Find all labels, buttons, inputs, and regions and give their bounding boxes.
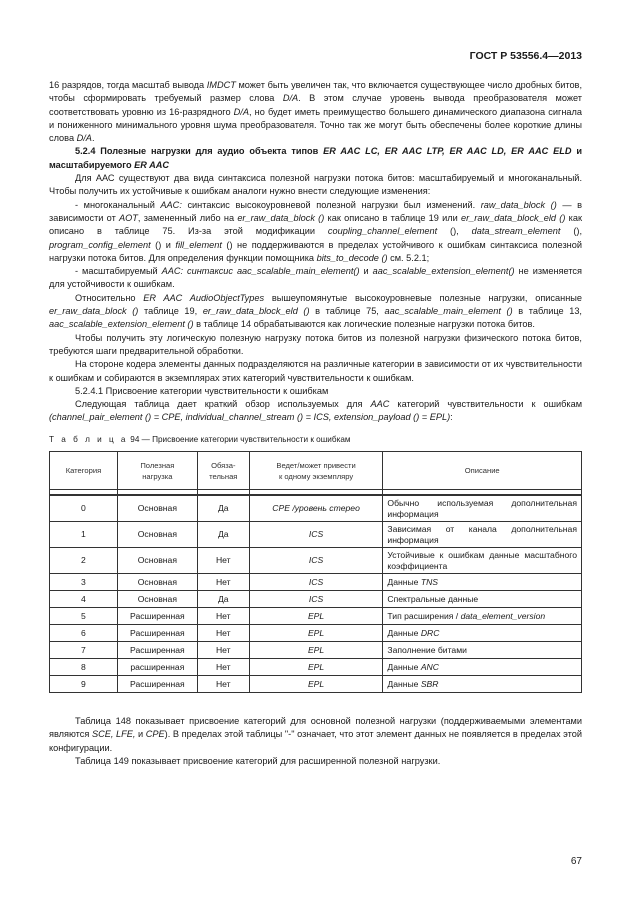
table-row: 8 расширенная Нет EPL Данные ANC <box>50 659 582 676</box>
section-heading-5-2-4: 5.2.4 Полезные нагрузки для аудио объекта типов ER AAC LC, ER AAC LTP, ER AAC LD, ER AAC ELD и масштабируемого ER AAC <box>49 146 582 170</box>
table-row: 9 Расширенная Нет EPL Данные SBR <box>50 676 582 693</box>
header-description: Описание <box>383 452 582 490</box>
paragraph-3: - многоканальный AAC: синтаксис высокоуровневой полезной нагрузки был изменений. raw_data_block () — в зависимости от AOT, замененный либо на er_raw_data_block () как описано в таблице 19 или er_raw_data_block_eld () как описано в таблице 75. Из-за этой модификации coupling_channel_element (), data_stream_element (), program_config_element () и fill_element () не поддерживаются в пределах устойчивого к ошибкам синтаксиса полезной нагрузки потока битов. Для определения функции помощника bits_to_decode () см. 5.2.1; <box>49 199 582 263</box>
paragraph-2: Для ААС существуют два вида синтаксиса полезной нагрузки потока битов: масштабируемый и многоканальный. Чтобы получить их устойчивые к ошибкам аналоги нужно внести следующие изменения: <box>49 173 582 197</box>
table-row: 3 Основная Нет ICS Данные TNS <box>50 574 582 591</box>
table-row: 7 Расширенная Нет EPL Заполнение битами <box>50 642 582 659</box>
table-row: 5 Расширенная Нет EPL Тип расширения / data_element_version <box>50 608 582 625</box>
paragraph-4: - масштабируемый AAC: синтаксис aac_scalable_main_element() и aac_scalable_extension_element() не изменяется для устойчивости к ошибкам. <box>49 266 582 290</box>
table-row: 2 Основная Нет ICS Устойчивые к ошибкам данные масштабного коэффициента <box>50 548 582 574</box>
table-row: 6 Расширенная Нет EPL Данные DRC <box>50 625 582 642</box>
page-number: 67 <box>570 856 582 867</box>
header-instance: Ведет/может привести к одному экземпляру <box>249 452 383 490</box>
header-mandatory: Обяза- тельная <box>197 452 249 490</box>
standard-code-header: ГОСТ Р 53556.4—2013 <box>469 50 582 62</box>
paragraph-7: На стороне кодера элементы данных подразделяются на различные категории в зависимости от их чувствительности к ошибкам и собираются в экземплярах этих категорий чувствительности к ошибкам. <box>49 359 582 383</box>
header-category: Категория <box>50 452 118 490</box>
table-row: 4 Основная Да ICS Спектральные данные <box>50 591 582 608</box>
table-caption: Т а б л и ц а 94 — Присвоение категории чувствительности к ошибкам <box>49 434 351 444</box>
table-header-row <box>50 452 582 490</box>
subsection-heading-5-2-4-1: 5.2.4.1 Присвоение категории чувствительности к ошибкам <box>75 385 329 396</box>
table-row: 0 Основная Да CPE /уровень стерео Обычно используемая дополнительная информация <box>50 495 582 522</box>
paragraph-10: Таблица 148 показывает присвоение категорий для основной полезной нагрузки (поддерживаемыми элементами являются SCE, LFE, и CPE). В пределах этой таблицы "-" означает, что этот элемент данных не появляется в пределах этой конфигурации. <box>49 716 582 753</box>
paragraph-1: 16 разрядов, тогда масштаб вывода IMDCT может быть увеличен так, что включается существующее число дробных битов, чтобы сформировать требуемый размер слова D/A. В этом случае уровень вывода преобразователя может соответствовать уровню из 16-разрядного D/A, но будет иметь преимущество большего динамического диапазона сигнала и пониженного минимального уровня шума преобразователя. Точно так же могут быть обеспечены более короткие длины слова D/A. <box>49 80 583 144</box>
document-body <box>49 79 582 768</box>
paragraph-6: Чтобы получить эту логическую полезную нагрузку потока битов из полезной нагрузки физического потока битов, требуются шаги предварительной обработки. <box>49 332 582 356</box>
paragraph-9: Следующая таблица дает краткий обзор используемых для AAC категорий чувствительности к ошибкам (channel_pair_element () = CPE, individual_channel_stream () = ICS, extension_payload () = EPL): <box>49 399 583 423</box>
table-row: 1 Основная Да ICS Зависимая от канала дополнительная информация <box>50 522 582 548</box>
error-sensitivity-table <box>49 451 582 693</box>
header-payload: Полезная нагрузка <box>117 452 197 490</box>
paragraph-5: Относительно ER AAC AudioObjectTypes вышеупомянутые высокоуровневые полезные нагрузки, описанные er_raw_data_block () таблице 19, er_raw_data_block_eld () в таблице 75, aac_scalable_main_element () в таблице 13, aac_scalable_extension_element () в таблице 14 обрабатываются как логические полезные нагрузки потока битов. <box>49 292 582 330</box>
paragraph-11: Таблица 149 показывает присвоение категорий для расширенной полезной нагрузки. <box>75 755 441 766</box>
